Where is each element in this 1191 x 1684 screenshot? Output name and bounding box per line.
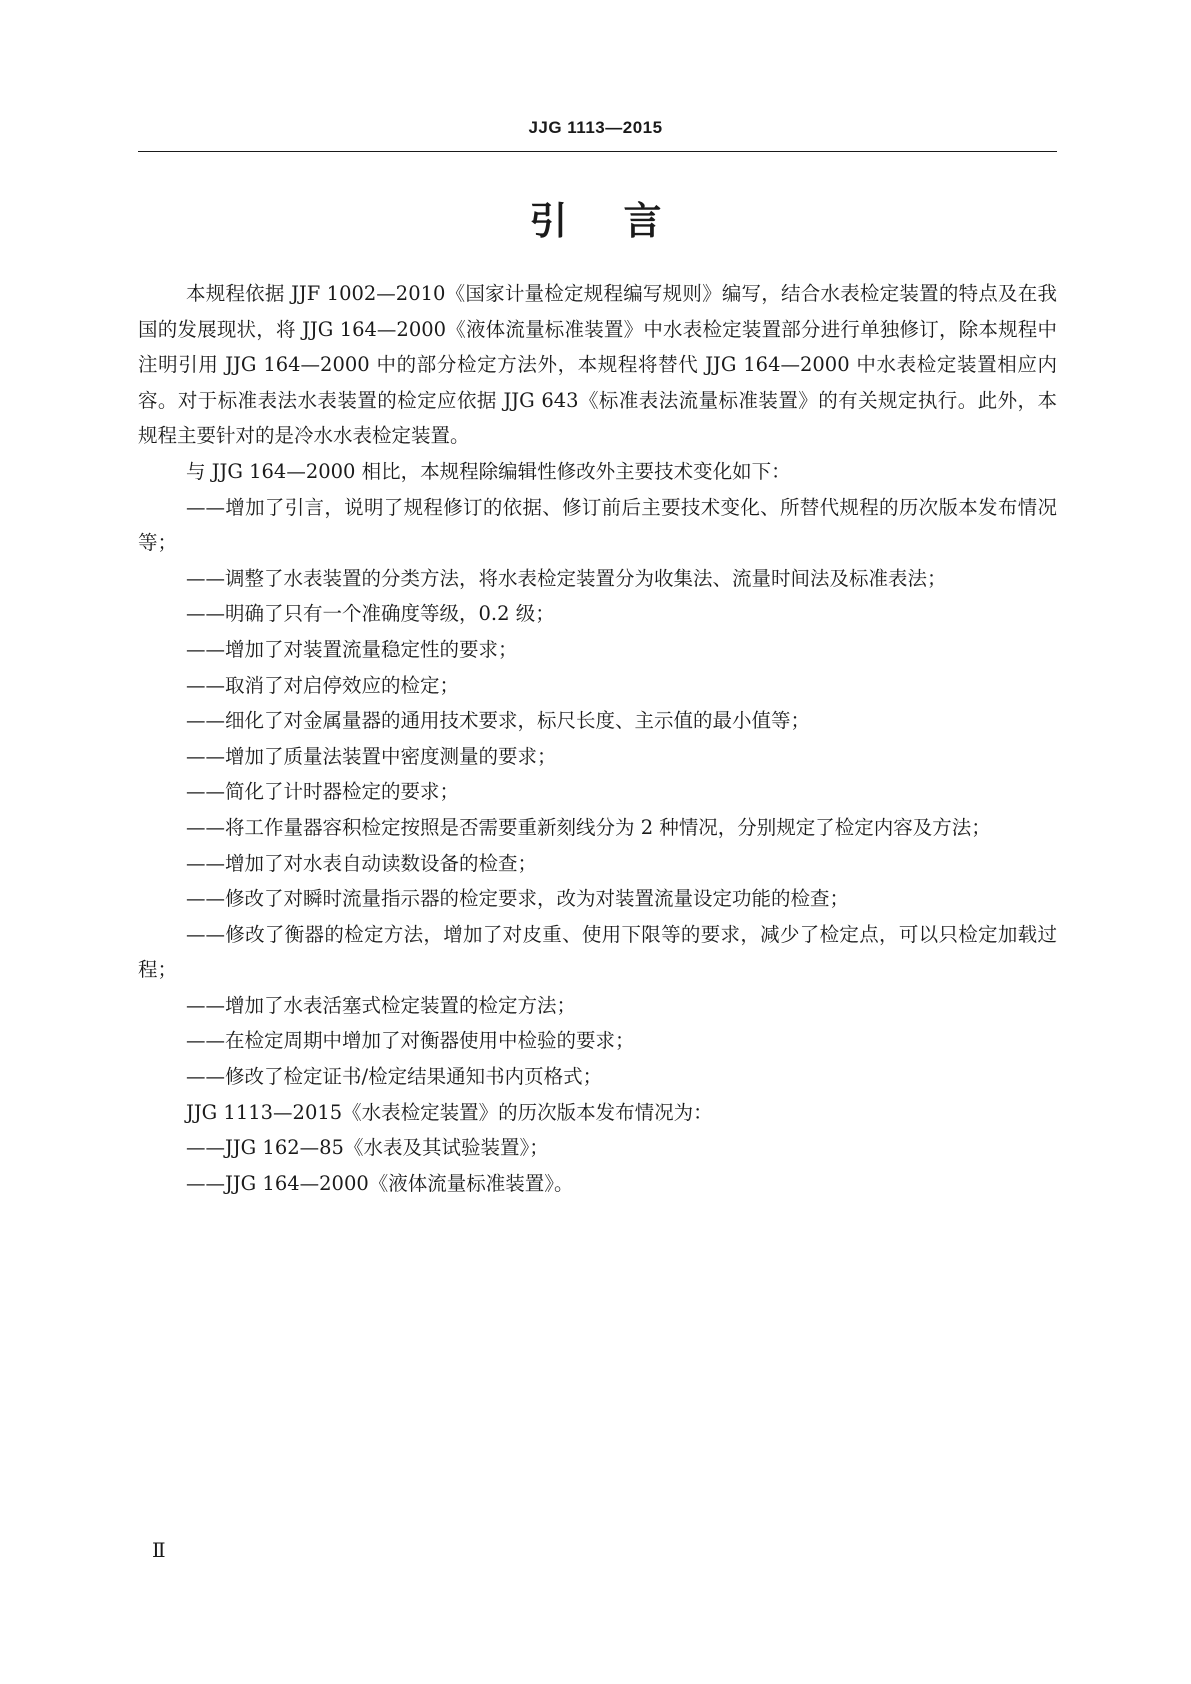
change-item: ——修改了衡器的检定方法，增加了对皮重、使用下限等的要求，减少了检定点，可以只检定加载过程；: [138, 922, 1057, 982]
intro-paragraph: 本规程依据 JJF 1002—2010《国家计量检定规程编写规则》编写，结合水表检定装置的特点及在我国的发展现状，将 JJG 164—2000《液体流量标准装置》中水表检定装置部分进行单独修订，除本规程中注明引用 JJG 164—2000 中的部分检定方法外，本规程将替代 JJG 164—2000 中水表检定装置相应内容。对于标准表法水表装置的检定应依据 JJG 643《标准表法流量标准装置》的有关规定执行。此外，本规程主要针对的是冷水水表检定装置。: [138, 282, 1057, 448]
history-item: ——JJG 162—85《水表及其试验装置》；: [186, 1136, 549, 1160]
change-item: ——明确了只有一个准确度等级，0.2 级；: [186, 602, 555, 626]
change-item: ——增加了引言，说明了规程修订的依据、修订前后主要技术变化、所替代规程的历次版本发布情况等；: [138, 495, 1057, 555]
changes-intro: 与 JJG 164—2000 相比，本规程除编辑性修改外主要技术变化如下：: [186, 459, 791, 483]
change-item: ——增加了质量法装置中密度测量的要求；: [186, 744, 557, 768]
history-intro: JJG 1113—2015《水表检定装置》的历次版本发布情况为：: [186, 1100, 713, 1124]
change-item: ——取消了对启停效应的检定；: [186, 673, 460, 697]
change-item: ——将工作量器容积检定按照是否需要重新刻线分为 2 种情况，分别规定了检定内容及方法；: [186, 815, 991, 839]
change-item: ——调整了水表装置的分类方法，将水表检定装置分为收集法、流量时间法及标准表法；: [186, 566, 947, 590]
change-item: ——增加了对装置流量稳定性的要求；: [186, 637, 518, 661]
change-item: ——简化了计时器检定的要求；: [186, 780, 460, 804]
header-rule: [138, 151, 1057, 152]
change-item: ——增加了水表活塞式检定装置的检定方法；: [186, 993, 577, 1017]
change-item: ——在检定周期中增加了对衡器使用中检验的要求；: [186, 1029, 635, 1053]
change-item: ——细化了对金属量器的通用技术要求，标尺长度、主示值的最小值等；: [186, 709, 811, 733]
history-item: ——JJG 164—2000《液体流量标准装置》。: [186, 1171, 574, 1195]
document-code-header: JJG 1113—2015: [528, 118, 663, 137]
page-number: Ⅱ: [152, 1538, 166, 1562]
body-text: [138, 276, 1057, 1201]
change-item: ——修改了对瞬时流量指示器的检定要求，改为对装置流量设定功能的检查；: [186, 887, 850, 911]
page-title: 引言: [529, 199, 718, 243]
change-item: ——增加了对水表自动读数设备的检查；: [186, 851, 538, 875]
change-item: ——修改了检定证书/检定结果通知书内页格式；: [186, 1065, 603, 1089]
